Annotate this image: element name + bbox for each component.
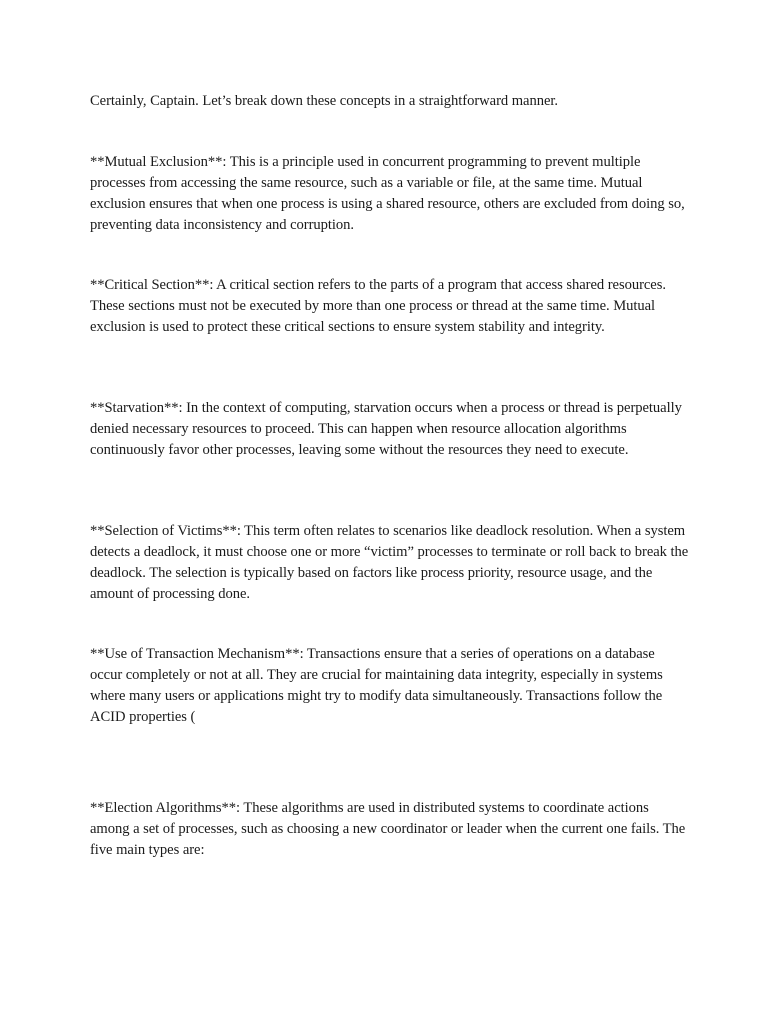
starvation-paragraph: **Starvation**: In the context of computing, starvation occurs when a process or thread is perpetually denied necessary resources to proceed. This can happen when resource allocation algorithms continuously favor other processes, leaving some without the resources they need to execute. [90, 400, 682, 458]
election-algorithms-paragraph: **Election Algorithms**: These algorithms are used in distributed systems to coordinate actions among a set of processes, such as choosing a new coordinator or leader when the current one fails. The five main types are: [90, 800, 686, 858]
mutual-exclusion-paragraph: **Mutual Exclusion**: This is a principle used in concurrent programming to prevent multiple processes from accessing the same resource, such as a variable or file, at the same time. Mutual exclusion ensures that when one process is using a shared resource, others are excluded from doing so, preventing data inconsistency and corruption. [90, 154, 685, 233]
critical-section-paragraph: **Critical Section**: A critical section refers to the parts of a program that access shared resources. These sections must not be executed by more than one process or thread at the same time. Mutual exclusion is used to protect these critical sections to ensure system stability and integrity. [90, 277, 666, 335]
selection-of-victims-paragraph: **Selection of Victims**: This term often relates to scenarios like deadlock resolution. When a system detects a deadlock, it must choose one or more “victim” processes to terminate or roll back to break the deadlock. The selection is typically based on factors like process priority, resource usage, and the amount of processing done. [90, 523, 689, 602]
transaction-mechanism-paragraph: **Use of Transaction Mechanism**: Transactions ensure that a series of operations on a database occur completely or not at all. They are crucial for maintaining data integrity, especially in systems where many users or applications might try to modify data simultaneously. Transactions follow the ACID properties ( [90, 646, 663, 725]
intro-paragraph: Certainly, Captain. Let’s break down these concepts in a straightforward manner. [90, 93, 558, 109]
